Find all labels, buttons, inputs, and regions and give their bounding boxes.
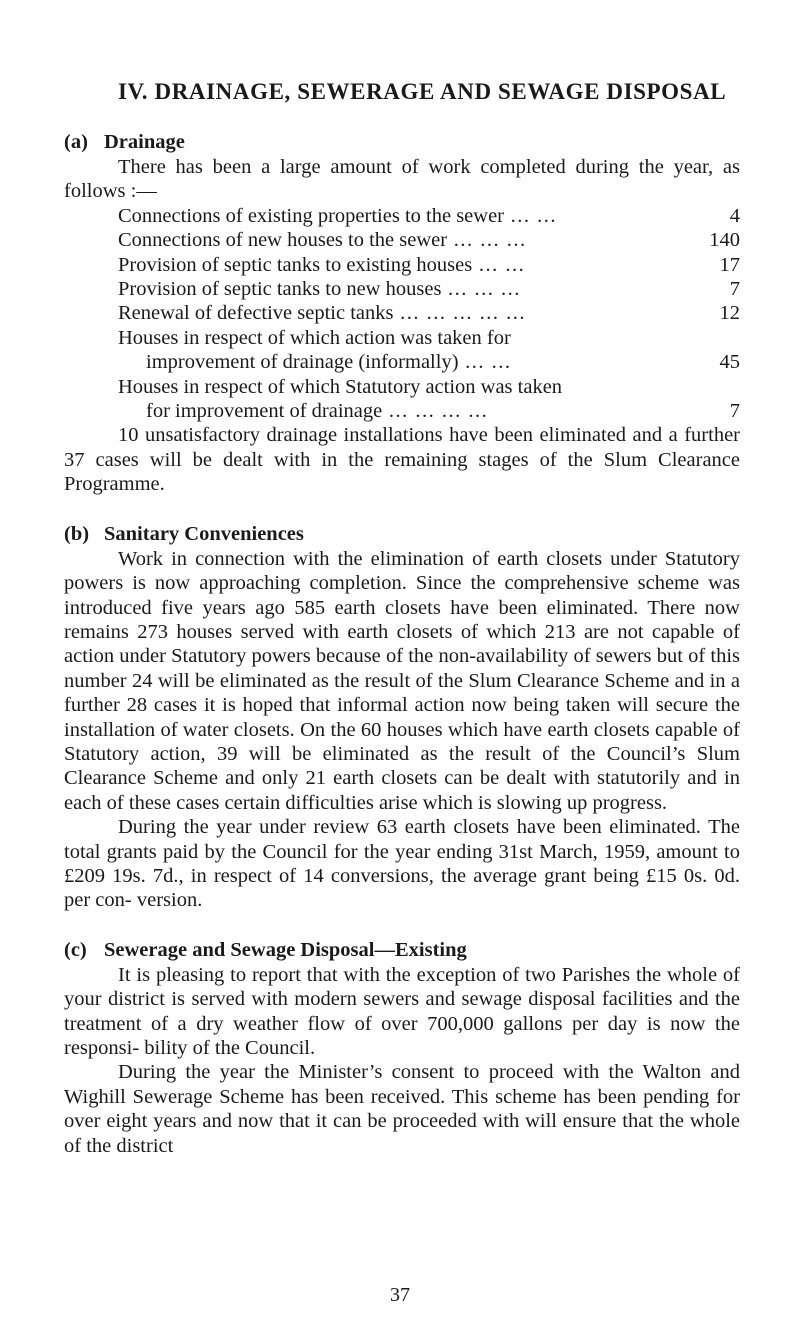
section-a-title: Drainage [104, 131, 185, 153]
section-b-paragraph-1: Work in connection with the elimination of earth closets under Statutory powers is now approaching completion. Since the comprehensive scheme was introduced five years ago 585 earth closets have been eliminated. There now remains 273 houses served with earth closets of which 213 are not capable of action under Statutory powers because of the non-availability of sewers but of this number 24 will be eliminated as the result of the Slum Clearance Scheme and in a further 28 cases it is hoped that informal action now being taken will secure the installation of water closets. On the 60 houses which have earth closets capable of Statutory action, 39 will be eliminated as the result of the Council’s Slum Clearance Scheme and only 21 earth closets can be dealt with statutorily and in each of these cases certain difficulties arise which is slowing up progress. [64, 547, 740, 814]
list-item-text: Connections of existing properties to the sewer [118, 204, 504, 227]
list-item-text: Connections of new houses to the sewer [118, 229, 448, 252]
list-item-text: Provision of septic tanks to existing houses [118, 253, 473, 276]
list-item-text: Houses in respect of which action was taken for [118, 326, 511, 349]
list-item-text: Houses in respect of which Statutory action was taken [118, 375, 563, 398]
leader-dots: ... ... ... ... [382, 400, 489, 423]
list-item [64, 326, 740, 375]
leader-dots: ... ... ... [447, 229, 527, 252]
leader-dots: ... ... [504, 204, 557, 227]
list-item-value: 45 [719, 351, 740, 374]
list-item-text: Renewal of defective septic tanks [118, 302, 394, 325]
list-item [64, 204, 740, 228]
document-page [64, 78, 740, 1158]
leader-dots: ... ... [472, 253, 526, 276]
list-item [64, 228, 740, 252]
list-item-value: 7 [729, 278, 740, 301]
drainage-work-list [64, 204, 740, 424]
section-b-title: Sanitary Conveniences [104, 522, 304, 545]
section-a-intro: There has been a large amount of work completed during the year, as follows :— [64, 156, 740, 203]
leader-dots: ... ... ... [441, 278, 521, 301]
leader-dots: ... ... ... ... ... [393, 302, 526, 325]
list-item-continuation: for improvement of drainage [146, 400, 383, 423]
section-a-closing: 10 unsatisfactory drainage installations have been eliminated and a further 37 cases will be dealt with in the remaining stages of the Slum Clearance Programme. [64, 424, 740, 496]
section-c-title: Sewerage and Sewage Disposal—Existing [104, 938, 467, 961]
page-heading: IV. DRAINAGE, SEWERAGE AND SEWAGE DISPOSAL [118, 79, 727, 104]
section-b-paragraph-2: During the year under review 63 earth closets have been eliminated. The total grants paid by the Council for the year ending 31st March, 1959, amount to £209 19s. 7d., in respect of 14 conversions, the average grant being £15 0s. 0d. per con- version. [64, 816, 740, 912]
list-item-value: 4 [729, 204, 740, 227]
section-c-paragraph-2: During the year the Minister’s consent to proceed with the Walton and Wighill Sewerage Scheme has been received. This scheme has been pending for over eight years and now that it can be proceeded with will ensure that the whole of the district [64, 1061, 740, 1157]
list-item-value: 7 [729, 400, 740, 423]
page-number: 37 [390, 1284, 410, 1306]
section-a-heading [64, 129, 740, 155]
list-item [64, 375, 740, 424]
list-item [64, 253, 740, 277]
list-item-value: 140 [709, 229, 740, 252]
list-item-value: 12 [719, 302, 740, 325]
section-b-heading [64, 521, 740, 547]
list-item-value: 17 [719, 253, 740, 276]
list-item [64, 277, 740, 301]
list-item [64, 301, 740, 325]
list-item-continuation: improvement of drainage (informally) [146, 351, 459, 374]
section-a-label: (a) [64, 131, 88, 153]
section-c-heading [64, 937, 740, 963]
section-b-label: (b) [64, 522, 90, 545]
leader-dots: ... ... [458, 351, 512, 374]
section-c-label: (c) [64, 938, 87, 961]
list-item-text: Provision of septic tanks to new houses [118, 278, 442, 301]
section-c-paragraph-1: It is pleasing to report that with the exception of two Parishes the whole of your district is served with modern sewers and sewage disposal facilities and the treatment of a dry weather flow of over 700,000 gallons per day is now the responsi- bility of the Council. [64, 963, 740, 1059]
